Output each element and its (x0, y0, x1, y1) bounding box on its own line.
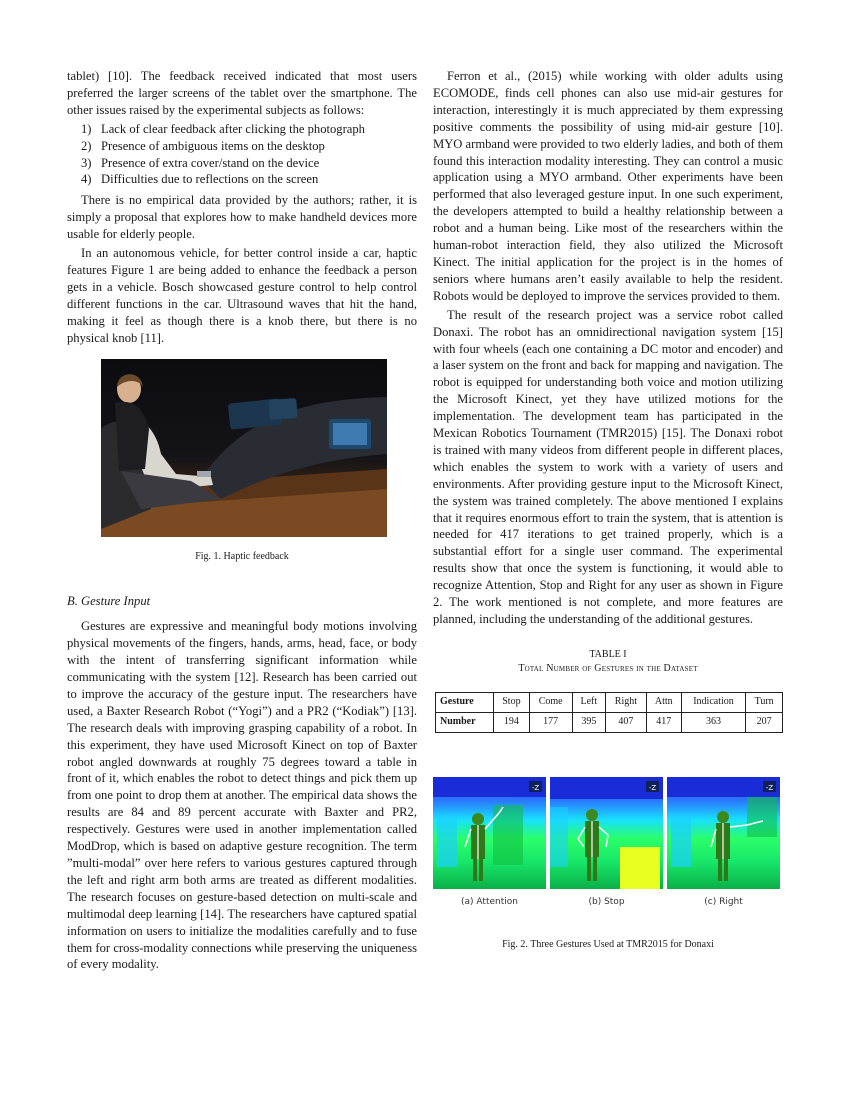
table-cell: Indication (681, 692, 746, 712)
paragraph: Gestures are expressive and meaningful body motions involving physical movements of the fingers, hands, arms, head, face, or body with the intent of transferring significant information while communicating with the system [12]. Research has been carried out to improve the accuracy of the gesture input. The researchers have used, a Baxter Research Robot (“Yogi”) and a PR2 (“Kodiak”) [13]. The research deals with improving grasping capability of a robot. In this experiment, they have used Microsoft Kinect on top of Baxter robot angled downwards at roughly 75 degrees toward a table in front of it, which enables the robot to detect things and pick them up from one point to drop them at another. The empirical data shows the results are 84 and 89 percent accurate with Baxter and PR2, respectively. Gestures were used in another implementation called ModDrop, which is based on adaptive gesture recognition. The term ”multi-modal” over here refers to various gestures captured through the left and right arm both arms are treated as different modalities. The research focuses on gesture-based detection on multi-scale and multimodal deep learning [14]. The researchers have captured spatial information on users to initialize the modalities carefully and to fuse them for cross-modality connections while preserving the uniqueness of every modality. (67, 619, 417, 972)
list-item: 4) Difficulties due to reflections on the screen (81, 172, 319, 187)
table-cell: 363 (681, 712, 746, 732)
panel-label: (c) Right (704, 896, 743, 907)
table-title: Total Number of Gestures in the Dataset (518, 662, 698, 674)
list-item: 2) Presence of ambiguous items on the desktop (81, 138, 325, 153)
table-cell: 417 (646, 712, 681, 732)
paragraph: There is no empirical data provided by the authors; rather, it is simply a proposal that explores how to make handheld devices more usable for elderly people. (67, 193, 417, 242)
table-cell: Come (529, 692, 572, 712)
paragraph: Ferron et al., (2015) while working with older adults using ECOMODE, finds cell phones can also use mid-air gestures for interaction, interestingly it is much appreciated by them expressing positive comments the possibility of using mid-air gesture [10]. MYO armband were provided to two elderly ladies, and both of them found this interaction modality interesting. They can control a music application using a MYO armband. Other experiments have been performed that also leveraged gesture input. In one such experiment, the developers attempted to build a healthy relationship between a robot and a human being. Like most of the researchers within the human-robot interaction field, they also utilized the Microsoft Kinect. The initial application for the project is in the homes of seniors where humans aren’t easily available to help the resident. Robots would be deployed to improve the services provided to them. (433, 69, 783, 303)
axis-tag: -Z (765, 783, 774, 792)
left-column (67, 68, 417, 975)
table-cell: Left (572, 692, 605, 712)
gesture-panel-stop (550, 777, 663, 911)
table-cell: 194 (494, 712, 530, 732)
table-cell: Gesture (436, 692, 494, 712)
table-row (436, 692, 783, 712)
table-cell: Number (436, 712, 494, 732)
list-item: 3) Presence of extra cover/stand on the device (81, 155, 320, 170)
table-label: TABLE I (589, 648, 627, 660)
depth-image (550, 777, 663, 889)
table-cell: Right (606, 692, 647, 712)
depth-image (433, 777, 546, 889)
depth-image (667, 777, 780, 889)
right-column (433, 68, 783, 953)
table-row (436, 712, 783, 732)
issues-list (67, 121, 417, 189)
table-cell: 207 (746, 712, 783, 732)
paragraph: In an autonomous vehicle, for better control inside a car, haptic features Figure 1 are being added to enhance the feedback a person gets in a vehicle. Bosch showcased gesture control to help control different functions in the car. Ultrasound waves that hit the hand, making it feel as though there is a knob there, but there is no physical knob [11]. (67, 246, 417, 345)
axis-tag: -Z (531, 783, 540, 792)
axis-tag: -Z (648, 783, 657, 792)
table-cell: Turn (746, 692, 783, 712)
table-cell: 395 (572, 712, 605, 732)
table-cell: Attn (646, 692, 681, 712)
gesture-panel-attention (433, 777, 546, 911)
gesture-figure (433, 777, 783, 911)
figure-caption: Fig. 1. Haptic feedback (195, 550, 289, 562)
panel-label: (b) Stop (588, 896, 625, 907)
paragraph: The result of the research project was a service robot called Donaxi. The robot has an omnidirectional navigation system [15] with four wheels (each one containing a DC motor and encoder) and a laser system on the front and back for mapping and navigation. The robot is equipped for understanding both voice and motion utilizing the Microsoft Kinect, yet they have utilized motions for the implementation. The development team has participated in the Mexican Robotics Tournament (TMR2015) [15]. The Donaxi robot is trained with many videos from different people in different places, which enables the system to work with a variety of users and environments. After providing gesture input to the Microsoft Kinect, the system was trained completely. The above mentioned I explains that it requires enormous effort to train the system, that is attention is needed for 417 iterations to get trained properly, which is a substantial effort for a single user command. The experimental results show that once the system is functioning, it would able to recognize Attention, Stop and Right for any user as shown in Figure 2. The work mentioned is not complete, and more features are planned, including the understanding of the additional gestures. (433, 307, 783, 626)
table-cell: Stop (494, 692, 530, 712)
paragraph: tablet) [10]. The feedback received indicated that most users preferred the larger screens of the tablet over the smartphone. The other issues raised by the experimental subjects as follows: (67, 69, 417, 117)
car-interior-illustration (101, 359, 387, 537)
table-cell: 177 (529, 712, 572, 732)
gesture-count-table (435, 692, 783, 733)
figure-caption: Fig. 2. Three Gestures Used at TMR2015 for Donaxi (502, 938, 714, 950)
gesture-panel-right (667, 777, 780, 911)
haptic-feedback-photo (101, 359, 387, 537)
panel-label: (a) Attention (461, 896, 518, 907)
section-heading: B. Gesture Input (67, 594, 151, 609)
table-cell: 407 (606, 712, 647, 732)
list-item: 1) Lack of clear feedback after clicking the photograph (81, 121, 365, 136)
